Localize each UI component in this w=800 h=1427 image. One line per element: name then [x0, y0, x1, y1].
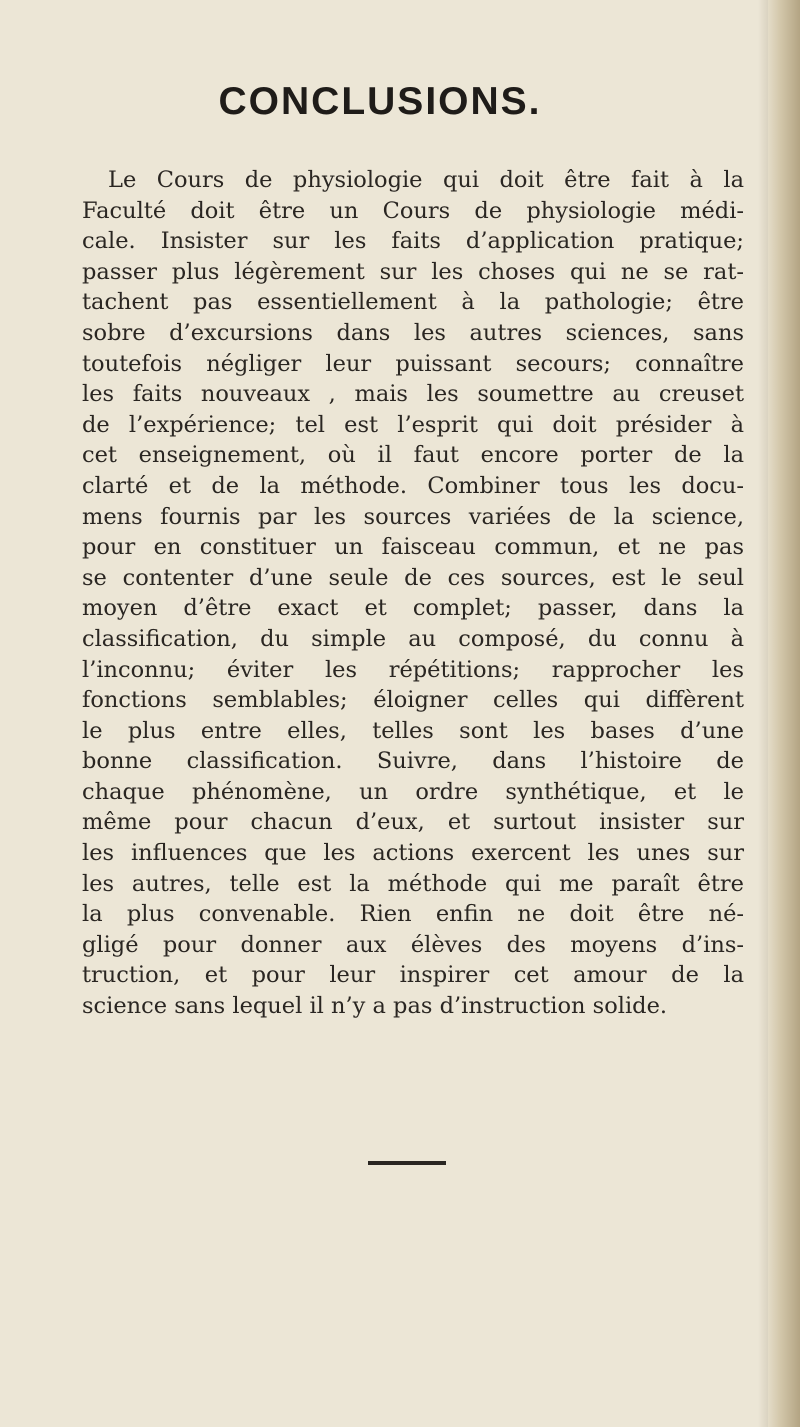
page-title: CONCLUSIONS.	[218, 80, 542, 123]
text-line: bonne classification. Suivre, dans l’histoire de	[82, 748, 744, 775]
text-line: gligé pour donner aux élèves des moyens d’ins-	[82, 931, 744, 958]
text-line: cet enseignement, où il faut encore porter de la	[82, 442, 744, 469]
text-line: passer plus légèrement sur les choses qui ne se rat-	[82, 258, 744, 285]
text-line: les autres, telle est la méthode qui me paraît être	[82, 870, 744, 897]
text-line: même pour chacun d’eux, et surtout insister sur	[82, 809, 744, 836]
text-line: de l’expérience; tel est l’esprit qui doit présider à	[82, 411, 744, 438]
text-line: l’inconnu; éviter les répétitions; rapprocher les	[82, 656, 744, 683]
text-line: classification, du simple au composé, du connu à	[82, 625, 744, 652]
text-line: mens fournis par les sources variées de la science,	[82, 503, 744, 530]
text-line: toutefois négliger leur puissant secours; connaître	[82, 350, 744, 377]
text-line: cale. Insister sur les faits d’application pratique;	[82, 228, 744, 255]
text-line: la plus convenable. Rien enfin ne doit être né-	[82, 901, 744, 928]
text-line: pour en constituer un faisceau commun, et ne pas	[82, 534, 744, 561]
text-line: les influences que les actions exercent les unes sur	[82, 840, 744, 867]
text-line: clarté et de la méthode. Combiner tous les docu-	[82, 472, 744, 499]
closing-rule	[368, 1161, 446, 1165]
text-line: se contenter d’une seule de ces sources, est le seul	[82, 564, 744, 591]
text-line: truction, et pour leur inspirer cet amour de la	[82, 962, 744, 989]
text-line: Faculté doit être un Cours de physiologie médi-	[82, 197, 744, 224]
text-line: fonctions semblables; éloigner celles qui diffèrent	[82, 687, 744, 714]
text-line: moyen d’être exact et complet; passer, dans la	[82, 595, 744, 622]
text-line: le plus entre elles, telles sont les bases d’une	[82, 717, 744, 744]
text-line: science sans lequel il n’y a pas d’instruction solide.	[82, 993, 668, 1020]
page-edge	[768, 0, 800, 1427]
text-line: les faits nouveaux , mais les soumettre au creuset	[82, 381, 744, 408]
text-line: chaque phénomène, un ordre synthétique, et le	[82, 778, 744, 805]
page-fold-shadow	[758, 0, 768, 1427]
text-line: sobre d’excursions dans les autres sciences, sans	[82, 319, 744, 346]
body-paragraph	[82, 165, 744, 1022]
text-line: Le Cours de physiologie qui doit être fait à la	[108, 167, 744, 193]
text-line: tachent pas essentiellement à la pathologie; être	[82, 289, 744, 316]
